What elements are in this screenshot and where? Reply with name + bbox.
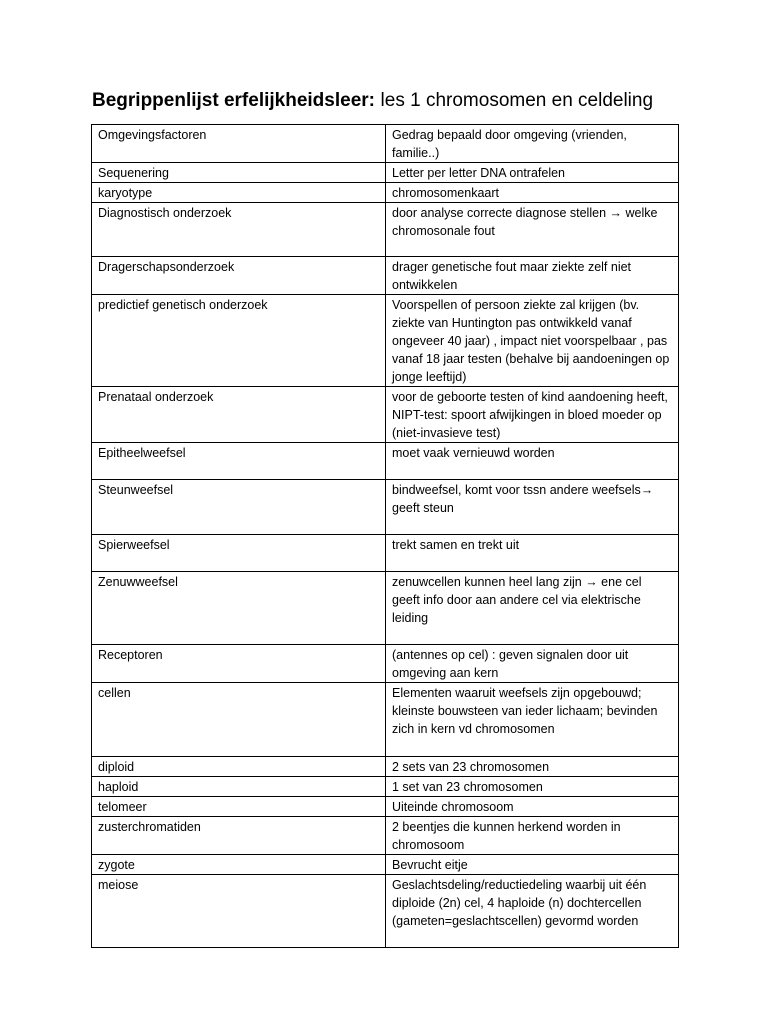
- term-cell: haploid: [92, 777, 386, 797]
- term-cell: zygote: [92, 855, 386, 875]
- term-cell: Zenuwweefsel: [92, 572, 386, 645]
- table-row: [92, 203, 679, 257]
- definition-cell: door analyse correcte diagnose stellen → welke chromosonale fout: [386, 203, 679, 257]
- page-title: [92, 86, 653, 115]
- definition-cell: trekt samen en trekt uit: [386, 535, 679, 572]
- title-bold: Begrippenlijst erfelijkheidsleer:: [92, 90, 375, 111]
- table-row: [92, 855, 679, 875]
- table-row: [92, 163, 679, 183]
- title-subtitle: les 1 chromosomen en celdeling: [380, 90, 654, 111]
- table-row: [92, 572, 679, 645]
- definition-cell: Gedrag bepaald door omgeving (vrienden, familie..): [386, 125, 679, 163]
- table-row: [92, 777, 679, 797]
- term-cell: Dragerschapsonderzoek: [92, 257, 386, 295]
- term-cell: Epitheelweefsel: [92, 443, 386, 480]
- definition-cell: Voorspellen of persoon ziekte zal krijgen (bv. ziekte van Huntington pas ontwikkeld vanaf ongeveer 40 jaar) , impact niet voorspelbaar , pas vanaf 18 jaar testen (behalve bij aandoeningen op jonge leeftijd): [386, 295, 679, 387]
- term-cell: karyotype: [92, 183, 386, 203]
- definition-cell: (antennes op cel) : geven signalen door uit omgeving aan kern: [386, 645, 679, 683]
- definition-cell: drager genetische fout maar ziekte zelf niet ontwikkelen: [386, 257, 679, 295]
- definition-cell: zenuwcellen kunnen heel lang zijn → ene cel geeft info door aan andere cel via elektrische leiding: [386, 572, 679, 645]
- term-cell: Prenataal onderzoek: [92, 387, 386, 443]
- term-cell: Receptoren: [92, 645, 386, 683]
- term-cell: diploid: [92, 757, 386, 777]
- definition-cell: 1 set van 23 chromosomen: [386, 777, 679, 797]
- table-row: [92, 817, 679, 855]
- term-cell: cellen: [92, 683, 386, 757]
- term-cell: telomeer: [92, 797, 386, 817]
- definition-cell: voor de geboorte testen of kind aandoening heeft, NIPT-test: spoort afwijkingen in bloed moeder op (niet-invasieve test): [386, 387, 679, 443]
- table-row: [92, 645, 679, 683]
- term-cell: meiose: [92, 875, 386, 948]
- definition-cell: 2 sets van 23 chromosomen: [386, 757, 679, 777]
- definition-cell: 2 beentjes die kunnen herkend worden in chromosoom: [386, 817, 679, 855]
- term-cell: Spierweefsel: [92, 535, 386, 572]
- table-row: [92, 125, 679, 163]
- definition-cell: bindweefsel, komt voor tssn andere weefsels→ geeft steun: [386, 480, 679, 535]
- table-row: [92, 443, 679, 480]
- table-row: [92, 183, 679, 203]
- definition-cell: Geslachtsdeling/reductiedeling waarbij uit één diploide (2n) cel, 4 haploide (n) dochtercellen (gameten=geslachtscellen) gevormd worden: [386, 875, 679, 948]
- table-row: [92, 480, 679, 535]
- term-cell: Diagnostisch onderzoek: [92, 203, 386, 257]
- definition-cell: chromosomenkaart: [386, 183, 679, 203]
- term-cell: Steunweefsel: [92, 480, 386, 535]
- term-cell: Sequenering: [92, 163, 386, 183]
- definition-cell: Letter per letter DNA ontrafelen: [386, 163, 679, 183]
- definition-cell: Bevrucht eitje: [386, 855, 679, 875]
- table-row: [92, 797, 679, 817]
- glossary-table: [91, 124, 679, 948]
- term-cell: predictief genetisch onderzoek: [92, 295, 386, 387]
- table-row: [92, 387, 679, 443]
- definition-cell: Elementen waaruit weefsels zijn opgebouwd; kleinste bouwsteen van ieder lichaam; bevinden zich in kern vd chromosomen: [386, 683, 679, 757]
- table-row: [92, 683, 679, 757]
- term-cell: Omgevingsfactoren: [92, 125, 386, 163]
- table-row: [92, 757, 679, 777]
- table-row: [92, 295, 679, 387]
- term-cell: zusterchromatiden: [92, 817, 386, 855]
- definition-cell: moet vaak vernieuwd worden: [386, 443, 679, 480]
- definition-cell: Uiteinde chromosoom: [386, 797, 679, 817]
- table-row: [92, 535, 679, 572]
- table-row: [92, 875, 679, 948]
- glossary-body: [92, 125, 679, 948]
- table-row: [92, 257, 679, 295]
